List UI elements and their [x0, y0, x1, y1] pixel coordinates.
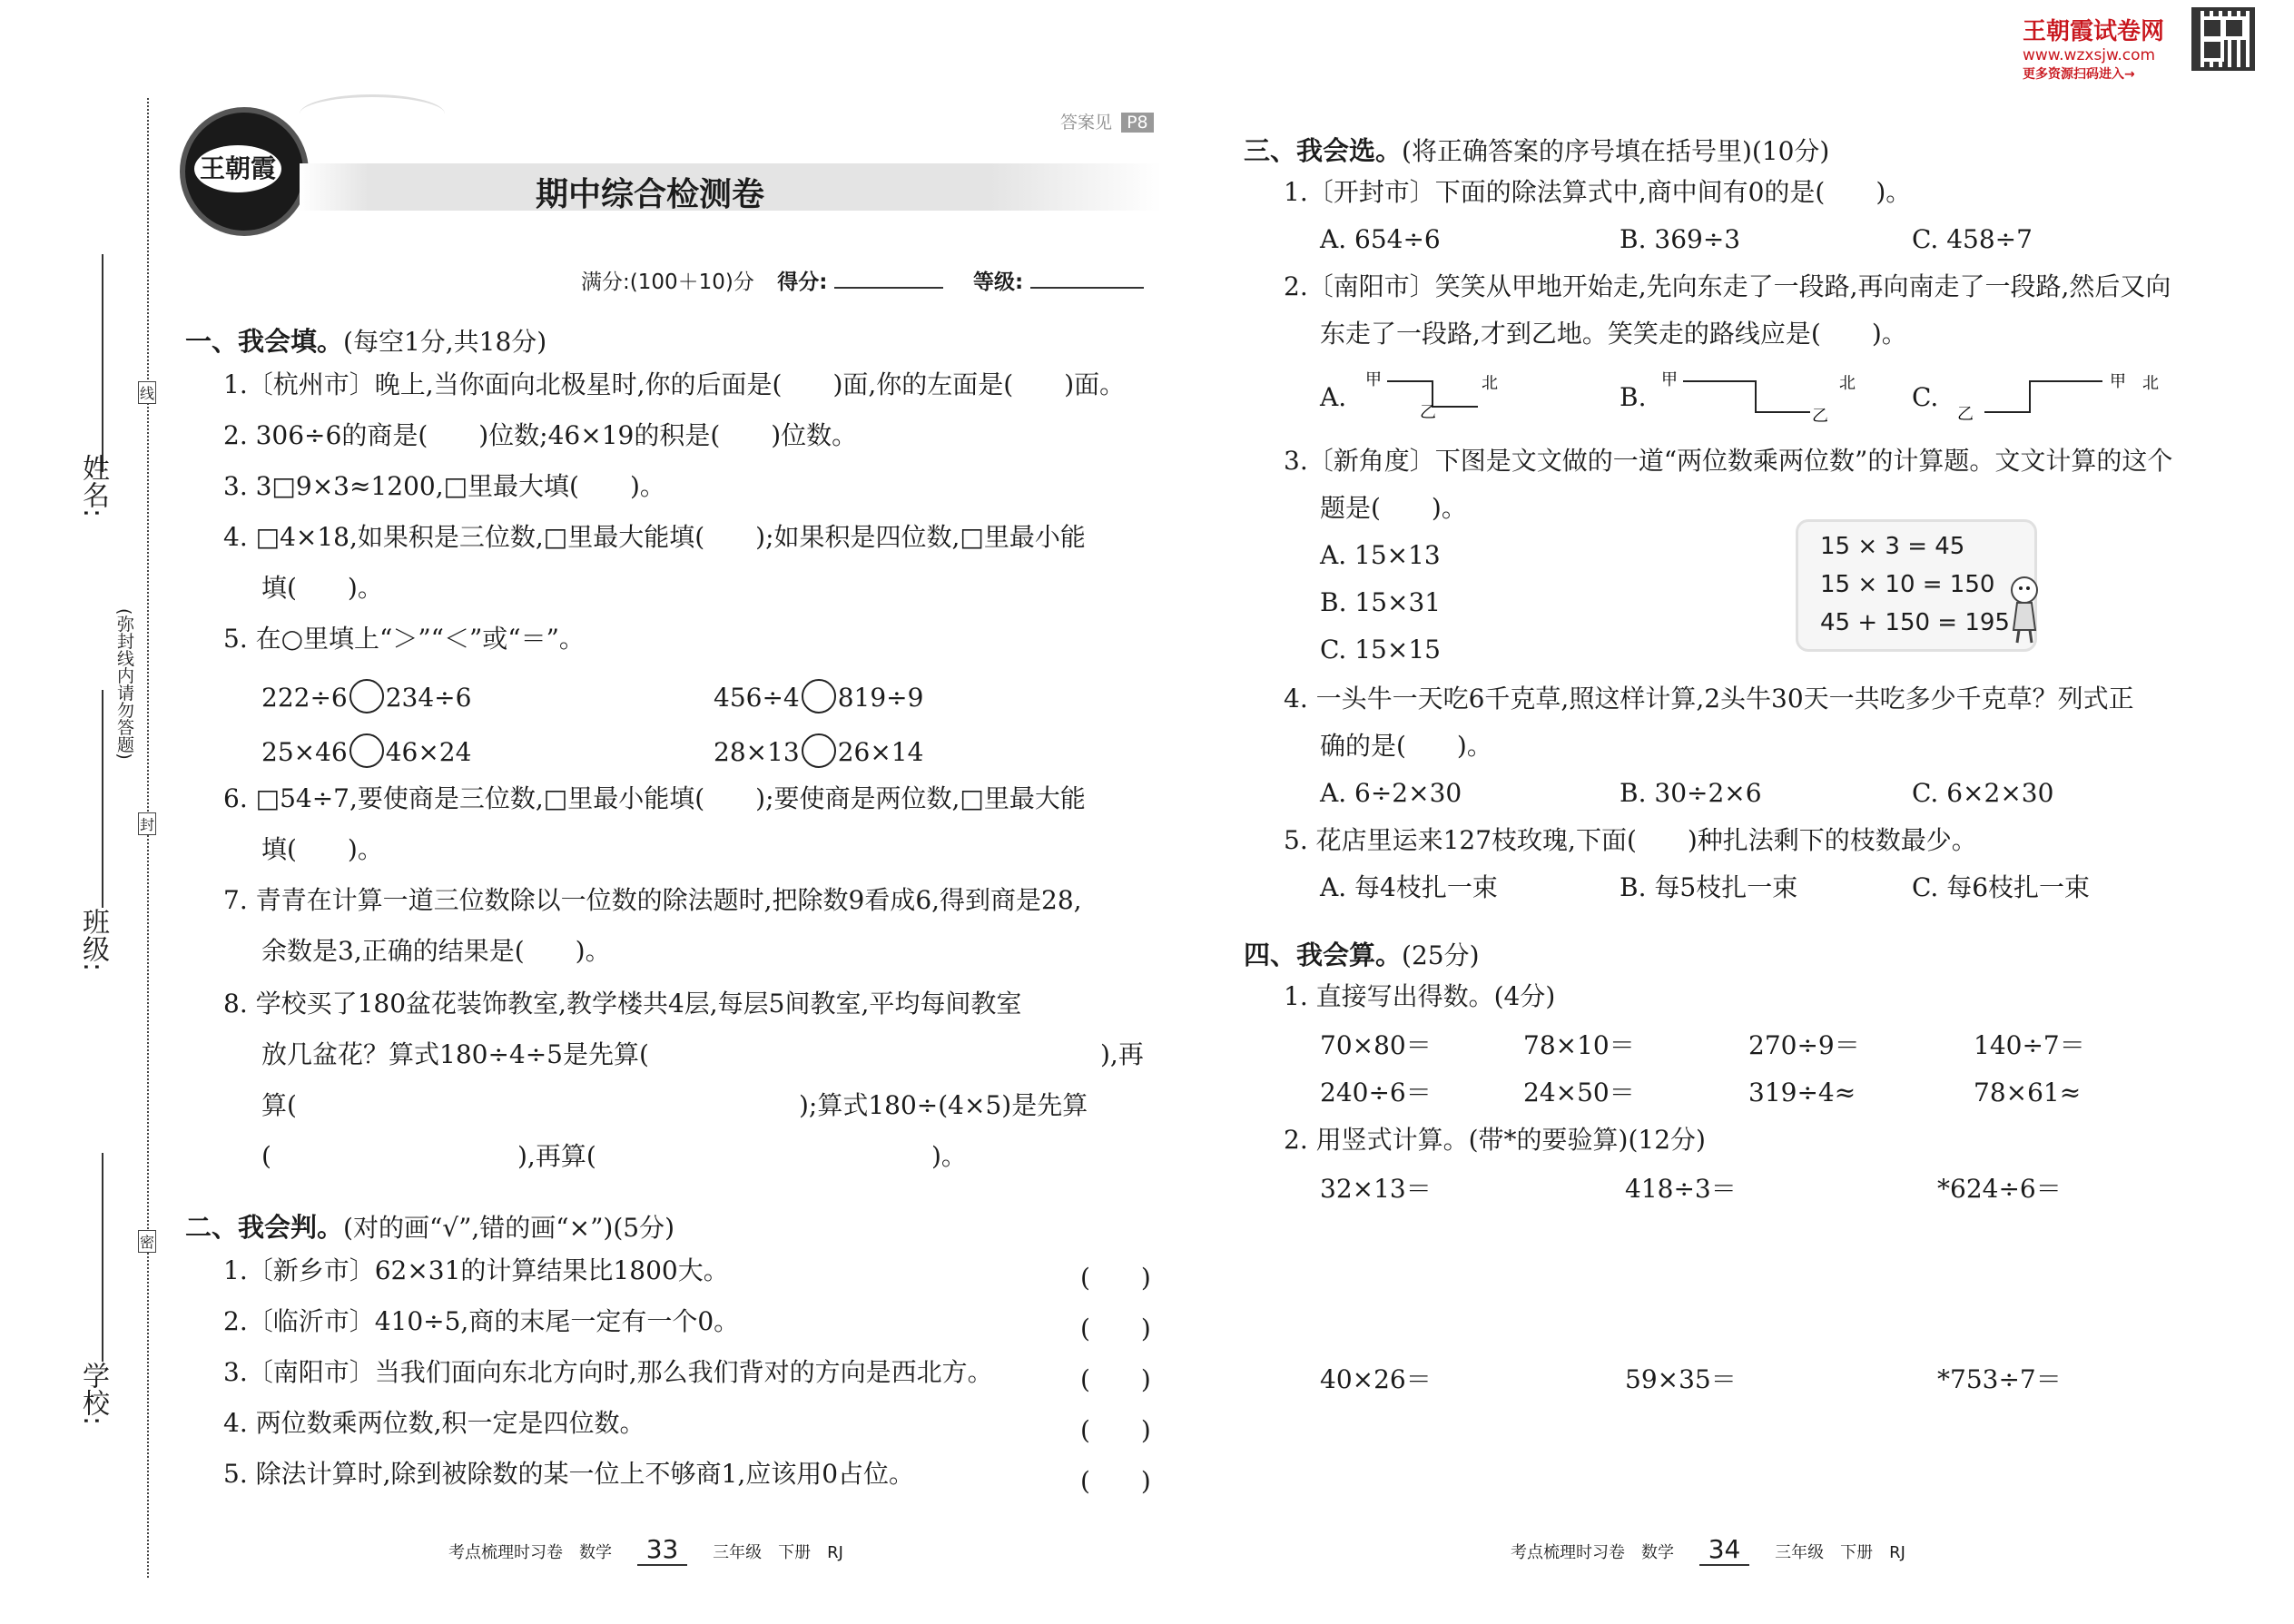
s1-q8d2: ),再算(	[517, 1141, 596, 1171]
judge-item-1: 1.〔新乡市〕62×31的计算结果比1800大。	[223, 1255, 729, 1285]
class-label: 班级:	[77, 908, 109, 972]
s3-q5-option-c[interactable]: C. 每6枝扎一束	[1912, 872, 2091, 902]
seal-mark-line: 线	[138, 381, 156, 404]
binding-line	[147, 98, 149, 1578]
s3-q5-option-b[interactable]: B. 每5枝扎一束	[1620, 872, 1798, 902]
judge-answer-4[interactable]: ( )	[1080, 1415, 1151, 1445]
label-bei: 北	[1482, 374, 1498, 393]
s3-q4-option-c[interactable]: C. 6×2×30	[1912, 778, 2054, 808]
class-underline	[102, 690, 103, 908]
s1-q8c2: );算式180÷(4×5)是先算	[799, 1090, 1088, 1120]
name-label: 姓名:	[77, 454, 109, 518]
s1-q8c1: 算(	[261, 1090, 297, 1120]
oral-calc-6[interactable]: 24×50＝	[1523, 1078, 1635, 1107]
s3-q1-option-b[interactable]: B. 369÷3	[1620, 224, 1741, 254]
label-yi: 乙	[1957, 405, 1974, 424]
oral-calc-4[interactable]: 140÷7＝	[1974, 1030, 2085, 1060]
vertical-calc-6[interactable]: *753÷7＝	[1937, 1364, 2062, 1394]
seal-mark-seal: 封	[138, 812, 156, 835]
compare-row-2b: 28×13 26×14	[714, 733, 923, 768]
s1-q4a: 4. □4×18,如果积是三位数,□里最大能填( );如果积是四位数,□里最小能	[223, 522, 1086, 552]
footer-left: 考点梳理时习卷 数学 33 三年级 下册 RJ	[448, 1534, 843, 1564]
s3-q3b: 题是( )。	[1320, 493, 1467, 523]
vertical-calc-1[interactable]: 32×13＝	[1320, 1174, 1432, 1204]
grade-field[interactable]	[1030, 287, 1144, 289]
judge-answer-2[interactable]: ( )	[1080, 1314, 1151, 1343]
label-bei: 北	[2142, 374, 2159, 393]
vertical-calc-4[interactable]: 40×26＝	[1320, 1364, 1432, 1394]
s4-part1: 1. 直接写出得数。(4分)	[1284, 981, 1556, 1011]
school-underline	[102, 1153, 103, 1362]
compare-circle[interactable]	[802, 679, 836, 714]
section-4-title: 四、我会算。(25分)	[1244, 940, 1480, 970]
calc-line-1: 15 × 3 = 45	[1820, 533, 1965, 560]
s3-q3-option-b[interactable]: B. 15×31	[1320, 587, 1442, 617]
s1-q6b: 填( )。	[261, 834, 383, 864]
brand-tagline: 更多资源扫码进入→	[2023, 67, 2135, 82]
vertical-calc-5[interactable]: 59×35＝	[1625, 1364, 1737, 1394]
s1-q6a: 6. □54÷7,要使商是三位数,□里最小能填( );要使商是两位数,□里最大能	[223, 783, 1086, 813]
label-jia: 甲	[1661, 370, 1678, 389]
vertical-calc-2[interactable]: 418÷3＝	[1625, 1174, 1737, 1204]
route-diagram-b	[1656, 367, 1865, 425]
oral-calc-1[interactable]: 70×80＝	[1320, 1030, 1432, 1060]
s3-q5-option-a[interactable]: A. 每4枝扎一束	[1320, 872, 1498, 902]
compare-circle[interactable]	[802, 733, 836, 768]
s1-q7a: 7. 青青在计算一道三位数除以一位数的除法题时,把除数9看成6,得到商是28,	[223, 885, 1082, 915]
answer-ref	[1060, 109, 1154, 133]
seal-note: (弥封线内请勿答题)	[114, 608, 134, 760]
compare-row-1b: 456÷4 819÷9	[714, 679, 923, 714]
qr-code-icon[interactable]	[2195, 11, 2251, 67]
s1-q3: 3. 3□9×3≈1200,□里最大填( )。	[223, 471, 665, 501]
compare-circle[interactable]	[350, 679, 384, 714]
s1-q8b2: ),再	[1100, 1039, 1144, 1069]
compare-row-2a: 25×46 46×24	[261, 733, 471, 768]
oral-calc-8[interactable]: 78×61≈	[1974, 1078, 2082, 1107]
label-bei: 北	[1839, 374, 1856, 393]
s1-q8b1: 放几盆花？算式180÷4÷5是先算(	[261, 1039, 649, 1069]
judge-item-2: 2.〔临沂市〕410÷5,商的末尾一定有一个0。	[223, 1306, 740, 1336]
s3-q4b: 确的是( )。	[1320, 731, 1492, 761]
brand-url[interactable]: www.wzxsjw.com	[2023, 46, 2156, 64]
ribbon-decoration	[300, 94, 445, 133]
label-yi: 乙	[1812, 407, 1828, 425]
s1-q8a: 8. 学校买了180盆花装饰教室,教学楼共4层,每层5间教室,平均每间教室	[223, 989, 1022, 1019]
s3-q3-option-c[interactable]: C. 15×15	[1320, 635, 1441, 664]
grade-label: 等级:	[973, 271, 1024, 294]
route-diagram-a	[1360, 367, 1505, 421]
s3-q3a: 3.〔新角度〕下图是文文做的一道“两位数乘两位数”的计算题。文文计算的这个	[1284, 446, 2173, 476]
answer-ref-label: 答案见	[1060, 113, 1113, 133]
oral-calc-5[interactable]: 240÷6＝	[1320, 1078, 1432, 1107]
s3-q2b: 东走了一段路,才到乙地。笑笑走的路线应是( )。	[1320, 319, 1907, 349]
oral-calc-7[interactable]: 319÷4≈	[1748, 1078, 1856, 1107]
name-underline	[102, 254, 103, 472]
oral-calc-3[interactable]: 270÷9＝	[1748, 1030, 1860, 1060]
s4-part2: 2. 用竖式计算。(带*的要验算)(12分)	[1284, 1125, 1706, 1155]
full-score: 满分:(100＋10)分	[581, 271, 754, 294]
section-2-title: 二、我会判。(对的画“√”,错的画“×”)(5分)	[185, 1212, 674, 1243]
cartoon-character-icon	[1997, 572, 2048, 645]
page-number-33: 33	[637, 1534, 688, 1566]
section-1-title: 一、我会填。(每空1分,共18分)	[185, 326, 547, 357]
s3-q2a: 2.〔南阳市〕笑笑从甲地开始走,先向东走了一段路,再向南走了一段路,然后又向	[1284, 271, 2171, 301]
calc-line-3: 45 + 150 = 195	[1820, 609, 2010, 636]
page-number-34: 34	[1699, 1534, 1750, 1566]
page-title: 期中综合检测卷	[536, 176, 765, 213]
answer-ref-page[interactable]: P8	[1121, 113, 1154, 133]
judge-item-3: 3.〔南阳市〕当我们面向东北方向时,那么我们背对的方向是西北方。	[223, 1357, 993, 1387]
s3-q2-option-b[interactable]: B.	[1620, 382, 1647, 412]
s3-q1-option-c[interactable]: C. 458÷7	[1912, 224, 2033, 254]
seal-mark-secret: 密	[138, 1230, 156, 1253]
s3-q1-option-a[interactable]: A. 654÷6	[1320, 224, 1441, 254]
footer-right: 考点梳理时习卷 数学 34 三年级 下册 RJ	[1511, 1534, 1905, 1564]
s1-q8d1: (	[261, 1141, 271, 1171]
score-label: 得分:	[777, 271, 828, 294]
s3-q2-option-a[interactable]: A.	[1320, 382, 1347, 412]
judge-answer-3[interactable]: ( )	[1080, 1364, 1151, 1394]
label-jia: 甲	[1365, 370, 1382, 389]
judge-answer-5[interactable]: ( )	[1080, 1466, 1151, 1496]
s1-q1: 1.〔杭州市〕晚上,当你面向北极星时,你的后面是( )面,你的左面是( )面。	[223, 369, 1126, 399]
compare-row-1a: 222÷6 234÷6	[261, 679, 471, 714]
s3-q1: 1.〔开封市〕下面的除法算式中,商中间有0的是( )。	[1284, 177, 1912, 207]
s3-q4-option-b[interactable]: B. 30÷2×6	[1620, 778, 1762, 808]
s3-q5: 5. 花店里运来127枝玫瑰,下面( )种扎法剩下的枝数最少。	[1284, 825, 1977, 855]
judge-item-5: 5. 除法计算时,除到被除数的某一位上不够商1,应该用0占位。	[223, 1459, 915, 1489]
logo-badge	[180, 107, 309, 236]
compare-circle[interactable]	[350, 733, 384, 768]
s1-q8d3: )。	[931, 1141, 967, 1171]
section-3-title: 三、我会选。(将正确答案的序号填在括号里)(10分)	[1244, 135, 1830, 166]
vertical-calc-3[interactable]: *624÷6＝	[1937, 1174, 2062, 1204]
s3-q3-option-a[interactable]: A. 15×13	[1320, 540, 1441, 570]
s1-q4b: 填( )。	[261, 573, 383, 603]
judge-answer-1[interactable]: ( )	[1080, 1263, 1151, 1293]
label-jia: 甲	[2110, 372, 2126, 391]
calc-line-2: 15 × 10 = 150	[1820, 571, 1995, 598]
s3-q4-option-a[interactable]: A. 6÷2×30	[1320, 778, 1462, 808]
label-yi: 乙	[1420, 403, 1436, 421]
brand-name: 王朝霞试卷网	[2023, 18, 2165, 45]
s1-q5: 5. 在○里填上“＞”“＜”或“＝”。	[223, 624, 585, 654]
score-field[interactable]	[834, 287, 943, 289]
s1-q7b: 余数是3,正确的结果是( )。	[261, 936, 611, 966]
judge-item-4: 4. 两位数乘两位数,积一定是四位数。	[223, 1408, 645, 1438]
school-label: 学校:	[77, 1362, 109, 1426]
logo-text: 王朝霞	[194, 145, 281, 192]
oral-calc-2[interactable]: 78×10＝	[1523, 1030, 1635, 1060]
s3-q2-option-c[interactable]: C.	[1912, 382, 1939, 412]
s3-q4a: 4. 一头牛一天吃6千克草,照这样计算,2头牛30天一共吃多少千克草？列式正	[1284, 684, 2134, 714]
score-line	[581, 265, 1144, 295]
s1-q2: 2. 306÷6的商是( )位数;46×19的积是( )位数。	[223, 420, 858, 450]
route-diagram-c	[1948, 367, 2166, 425]
